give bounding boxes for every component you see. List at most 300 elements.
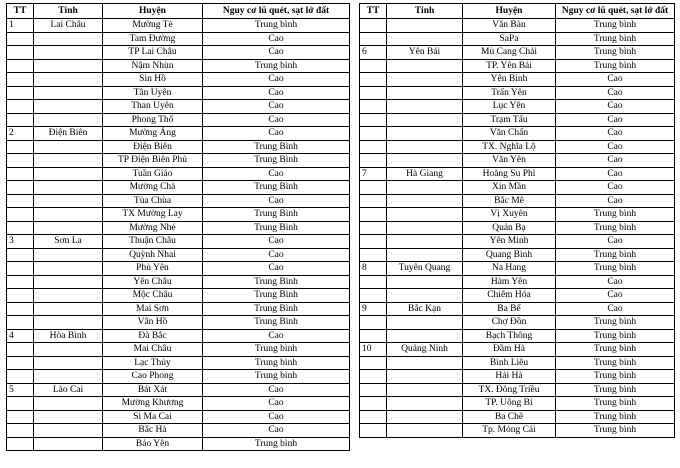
cell-risk: Cao [556, 86, 675, 100]
cell-district: TP. Uông Bí [463, 397, 556, 411]
cell-tt [7, 46, 34, 60]
cell-district: Cao Phong [103, 370, 203, 384]
table-row [7, 127, 350, 141]
cell-district: Trạm Tấu [463, 113, 556, 127]
table-row [7, 140, 350, 154]
cell-province [34, 302, 103, 316]
cell-tt [7, 343, 34, 357]
cell-tt [360, 383, 387, 397]
cell-district: Văn Chấn [463, 127, 556, 141]
table-row [360, 424, 675, 438]
cell-province: Quảng Ninh [387, 343, 463, 357]
table-row [360, 194, 675, 208]
cell-risk: Trung bình [556, 424, 675, 438]
cell-province [34, 356, 103, 370]
cell-tt [360, 221, 387, 235]
cell-risk: Trung Bình [203, 275, 350, 289]
cell-district: Mường Tè [103, 19, 203, 33]
cell-risk: Cao [203, 167, 350, 181]
cell-risk: Cao [203, 127, 350, 141]
table-row [360, 235, 675, 249]
cell-province [387, 59, 463, 73]
table-row [360, 167, 675, 181]
cell-province [387, 194, 463, 208]
cell-tt [7, 397, 34, 411]
table-header-row [360, 4, 675, 19]
cell-district: Si Ma Cai [103, 410, 203, 424]
cell-risk: Trung bình [556, 59, 675, 73]
cell-province [34, 181, 103, 195]
cell-district: Tam Đường [103, 32, 203, 46]
cell-risk: Trung bình [556, 248, 675, 262]
table-row [7, 32, 350, 46]
cell-tt: 7 [360, 167, 387, 181]
header-district: Huyện [103, 4, 203, 19]
cell-district: Văn Bàn [463, 19, 556, 33]
cell-risk: Trung bình [203, 19, 350, 33]
table-row [7, 356, 350, 370]
table-row [7, 167, 350, 181]
cell-risk: Cao [556, 154, 675, 168]
cell-tt: 8 [360, 262, 387, 276]
cell-tt [360, 181, 387, 195]
cell-district: Yên Châu [103, 275, 203, 289]
cell-tt [360, 140, 387, 154]
cell-tt [7, 86, 34, 100]
cell-tt [7, 275, 34, 289]
cell-risk: Trung bình [203, 356, 350, 370]
cell-district: Quản Bạ [463, 221, 556, 235]
cell-province: Hà Giang [387, 167, 463, 181]
table-row [7, 370, 350, 384]
cell-district: Tủa Chùa [103, 194, 203, 208]
header-province: Tỉnh [34, 4, 103, 19]
cell-province [387, 383, 463, 397]
cell-risk: Trung bình [556, 221, 675, 235]
cell-province [34, 194, 103, 208]
cell-province [387, 356, 463, 370]
cell-risk: Trung bình [556, 356, 675, 370]
table-row [360, 289, 675, 303]
cell-province [387, 235, 463, 249]
cell-district: Mường Nhé [103, 221, 203, 235]
cell-province [387, 316, 463, 330]
cell-district: Mường Khương [103, 397, 203, 411]
table-body-left [7, 19, 350, 451]
cell-risk: Cao [556, 275, 675, 289]
cell-district: SaPa [463, 32, 556, 46]
table-row [360, 383, 675, 397]
cell-district: Mộc Châu [103, 289, 203, 303]
cell-risk: Cao [556, 73, 675, 87]
cell-tt [7, 370, 34, 384]
cell-province [387, 410, 463, 424]
cell-district: TX Mường Lay [103, 208, 203, 222]
table-row [7, 154, 350, 168]
cell-district: TX. Đông Triều [463, 383, 556, 397]
risk-table-left [6, 3, 350, 451]
table-row [7, 397, 350, 411]
cell-risk: Trung bình [556, 46, 675, 60]
table-row [360, 86, 675, 100]
cell-district: Bắc Mê [463, 194, 556, 208]
cell-district: Quang Bình [463, 248, 556, 262]
cell-district: Quỳnh Nhai [103, 248, 203, 262]
table-row [360, 73, 675, 87]
cell-province [387, 208, 463, 222]
table-row [360, 208, 675, 222]
cell-risk: Trung bình [556, 343, 675, 357]
cell-tt [360, 235, 387, 249]
cell-tt [7, 194, 34, 208]
table-header-row [7, 4, 350, 19]
cell-province [34, 154, 103, 168]
cell-tt [360, 113, 387, 127]
cell-district: Tp. Móng Cái [463, 424, 556, 438]
cell-tt [7, 289, 34, 303]
table-row [7, 343, 350, 357]
cell-risk: Cao [556, 100, 675, 114]
cell-tt [360, 316, 387, 330]
cell-tt [360, 397, 387, 411]
cell-province [34, 113, 103, 127]
cell-province [387, 275, 463, 289]
table-row [7, 248, 350, 262]
cell-district: Phù Yên [103, 262, 203, 276]
cell-risk: Cao [556, 167, 675, 181]
cell-district: Hoàng Su Phì [463, 167, 556, 181]
table-row [7, 329, 350, 343]
cell-tt [360, 275, 387, 289]
cell-risk: Trung Bình [203, 208, 350, 222]
table-row [7, 383, 350, 397]
cell-tt: 6 [360, 46, 387, 60]
table-row [360, 410, 675, 424]
table-row [360, 19, 675, 33]
cell-tt [7, 248, 34, 262]
cell-district: TP. Yên Bái [463, 59, 556, 73]
cell-province [34, 167, 103, 181]
cell-district: Na Hang [463, 262, 556, 276]
header-tt: TT [7, 4, 34, 19]
cell-risk: Cao [203, 262, 350, 276]
table-row [7, 46, 350, 60]
cell-district: Vị Xuyên [463, 208, 556, 222]
table-row [7, 316, 350, 330]
table-row [360, 343, 675, 357]
table-row [7, 113, 350, 127]
cell-risk: Trung bình [203, 343, 350, 357]
table-row [360, 32, 675, 46]
cell-province [387, 289, 463, 303]
cell-province [34, 86, 103, 100]
cell-tt: 1 [7, 19, 34, 33]
table-row [360, 329, 675, 343]
cell-risk: Trung bình [556, 208, 675, 222]
table-row [360, 113, 675, 127]
cell-district: Vân Hồ [103, 316, 203, 330]
cell-tt [7, 167, 34, 181]
cell-tt: 5 [7, 383, 34, 397]
cell-province [34, 59, 103, 73]
cell-province: Lai Châu [34, 19, 103, 33]
cell-district: Bảo Yên [103, 437, 203, 451]
table-row [7, 73, 350, 87]
table-row [360, 59, 675, 73]
cell-district: TP Điện Biên Phủ [103, 154, 203, 168]
cell-risk: Trung Bình [203, 289, 350, 303]
cell-tt [7, 59, 34, 73]
cell-district: Chợ Đồn [463, 316, 556, 330]
cell-province [387, 181, 463, 195]
cell-district: Mù Cang Chải [463, 46, 556, 60]
table-row [360, 100, 675, 114]
cell-tt: 9 [360, 302, 387, 316]
cell-risk: Cao [556, 302, 675, 316]
cell-district: Mường Ảng [103, 127, 203, 141]
cell-risk: Trung Bình [203, 140, 350, 154]
cell-province [387, 370, 463, 384]
table-row [7, 410, 350, 424]
cell-province [387, 140, 463, 154]
cell-tt [360, 410, 387, 424]
cell-province [387, 248, 463, 262]
cell-district: Bát Xát [103, 383, 203, 397]
cell-district: Mai Sơn [103, 302, 203, 316]
cell-district: Bình Liêu [463, 356, 556, 370]
cell-tt [7, 100, 34, 114]
cell-tt [360, 154, 387, 168]
cell-province [34, 262, 103, 276]
cell-tt: 4 [7, 329, 34, 343]
cell-province [387, 73, 463, 87]
cell-province [34, 100, 103, 114]
cell-district: TX. Nghĩa Lộ [463, 140, 556, 154]
table-row [7, 194, 350, 208]
cell-tt [7, 32, 34, 46]
cell-risk: Trung Bình [203, 302, 350, 316]
cell-risk: Cao [556, 113, 675, 127]
table-row [7, 289, 350, 303]
cell-province [34, 370, 103, 384]
header-tt: TT [360, 4, 387, 19]
table-row [360, 370, 675, 384]
cell-risk: Trung Bình [203, 221, 350, 235]
cell-risk: Cao [556, 289, 675, 303]
cell-district: Ba Bể [463, 302, 556, 316]
cell-risk: Cao [203, 235, 350, 249]
cell-province [387, 100, 463, 114]
cell-tt [360, 356, 387, 370]
table-row [7, 437, 350, 451]
cell-province: Yên Bái [387, 46, 463, 60]
table-row [360, 140, 675, 154]
table-row [7, 235, 350, 249]
cell-province [387, 127, 463, 141]
cell-tt [360, 19, 387, 33]
header-risk: Nguy cơ lũ quét, sạt lở đất [203, 4, 350, 19]
cell-district: Thuận Châu [103, 235, 203, 249]
cell-tt [360, 289, 387, 303]
cell-risk: Trung bình [556, 316, 675, 330]
cell-province: Hòa Bình [34, 329, 103, 343]
cell-district: Mai Châu [103, 343, 203, 357]
cell-province [34, 73, 103, 87]
cell-province [34, 437, 103, 451]
cell-risk: Cao [203, 86, 350, 100]
table-row [360, 262, 675, 276]
cell-province: Tuyên Quang [387, 262, 463, 276]
cell-tt [360, 86, 387, 100]
table-row [360, 154, 675, 168]
cell-tt [7, 113, 34, 127]
cell-district: Bắc Hà [103, 424, 203, 438]
cell-district: Tân Uyên [103, 86, 203, 100]
cell-tt [7, 356, 34, 370]
cell-district: Điện Biên [103, 140, 203, 154]
cell-district: Tuần Giáo [103, 167, 203, 181]
cell-tt [360, 32, 387, 46]
cell-district: Phong Thổ [103, 113, 203, 127]
cell-district: Yên Bình [463, 73, 556, 87]
cell-risk: Trung bình [203, 370, 350, 384]
table-row [7, 221, 350, 235]
cell-province: Lào Cai [34, 383, 103, 397]
cell-tt [360, 59, 387, 73]
cell-district: Nậm Nhùn [103, 59, 203, 73]
cell-risk: Cao [203, 329, 350, 343]
table-row [7, 208, 350, 222]
cell-province [34, 289, 103, 303]
cell-province [34, 208, 103, 222]
cell-district: Yên Minh [463, 235, 556, 249]
cell-risk: Cao [203, 113, 350, 127]
cell-risk: Cao [203, 46, 350, 60]
cell-tt [7, 262, 34, 276]
cell-district: Sìn Hồ [103, 73, 203, 87]
cell-tt [360, 329, 387, 343]
cell-district: Xín Mần [463, 181, 556, 195]
cell-risk: Cao [203, 424, 350, 438]
cell-risk: Trung bình [556, 383, 675, 397]
cell-tt [360, 194, 387, 208]
cell-district: Bạch Thông [463, 329, 556, 343]
cell-tt [360, 127, 387, 141]
cell-province [387, 19, 463, 33]
cell-risk: Cao [203, 32, 350, 46]
cell-risk: Trung bình [556, 410, 675, 424]
cell-district: Ba Chẽ [463, 410, 556, 424]
cell-risk: Cao [556, 140, 675, 154]
cell-risk: Cao [203, 410, 350, 424]
cell-risk: Cao [556, 194, 675, 208]
table-row [7, 86, 350, 100]
table-row [7, 100, 350, 114]
cell-province [34, 32, 103, 46]
table-row [360, 127, 675, 141]
cell-province [34, 397, 103, 411]
cell-province [34, 140, 103, 154]
table-row [360, 248, 675, 262]
cell-province [387, 154, 463, 168]
cell-district: Trấn Yên [463, 86, 556, 100]
cell-tt [7, 154, 34, 168]
cell-province [34, 248, 103, 262]
cell-risk: Trung Bình [203, 316, 350, 330]
table-body-right [360, 19, 675, 438]
cell-risk: Trung bình [203, 437, 350, 451]
cell-risk: Cao [203, 194, 350, 208]
cell-province [387, 113, 463, 127]
cell-district: Lạc Thủy [103, 356, 203, 370]
header-risk: Nguy cơ lũ quét, sạt lở đất [556, 4, 675, 19]
cell-district: Than Uyên [103, 100, 203, 114]
cell-province [34, 275, 103, 289]
table-row [360, 275, 675, 289]
cell-province [34, 221, 103, 235]
risk-table-right [359, 3, 675, 438]
table-row [360, 221, 675, 235]
cell-district: Hải Hà [463, 370, 556, 384]
cell-district: Chiêm Hóa [463, 289, 556, 303]
cell-province [387, 397, 463, 411]
cell-province [387, 424, 463, 438]
cell-province [34, 410, 103, 424]
cell-tt [7, 424, 34, 438]
cell-district: Lục Yên [463, 100, 556, 114]
cell-province [34, 46, 103, 60]
table-row [7, 275, 350, 289]
cell-risk: Cao [203, 397, 350, 411]
header-district: Huyện [463, 4, 556, 19]
cell-risk: Cao [203, 73, 350, 87]
cell-tt [7, 316, 34, 330]
cell-tt [7, 181, 34, 195]
cell-tt [7, 140, 34, 154]
table-row [7, 19, 350, 33]
cell-risk: Cao [556, 181, 675, 195]
cell-risk: Cao [556, 235, 675, 249]
cell-risk: Trung bình [556, 262, 675, 276]
cell-province: Điện Biên [34, 127, 103, 141]
cell-risk: Cao [203, 100, 350, 114]
cell-province: Sơn La [34, 235, 103, 249]
cell-tt [7, 73, 34, 87]
cell-tt [360, 248, 387, 262]
table-row [7, 302, 350, 316]
cell-risk: Cao [556, 127, 675, 141]
table-row [7, 424, 350, 438]
cell-tt: 3 [7, 235, 34, 249]
cell-risk: Trung bình [556, 32, 675, 46]
cell-risk: Trung Bình [203, 181, 350, 195]
table-row [360, 356, 675, 370]
table-row [7, 181, 350, 195]
cell-risk: Trung bình [556, 329, 675, 343]
cell-tt [7, 437, 34, 451]
cell-tt [360, 370, 387, 384]
cell-province [387, 221, 463, 235]
cell-tt [360, 424, 387, 438]
cell-province [34, 424, 103, 438]
header-province: Tỉnh [387, 4, 463, 19]
table-row [360, 397, 675, 411]
cell-risk: Trung bình [556, 19, 675, 33]
cell-tt [7, 208, 34, 222]
cell-tt [7, 302, 34, 316]
cell-province [34, 343, 103, 357]
cell-district: Đầm Hà [463, 343, 556, 357]
